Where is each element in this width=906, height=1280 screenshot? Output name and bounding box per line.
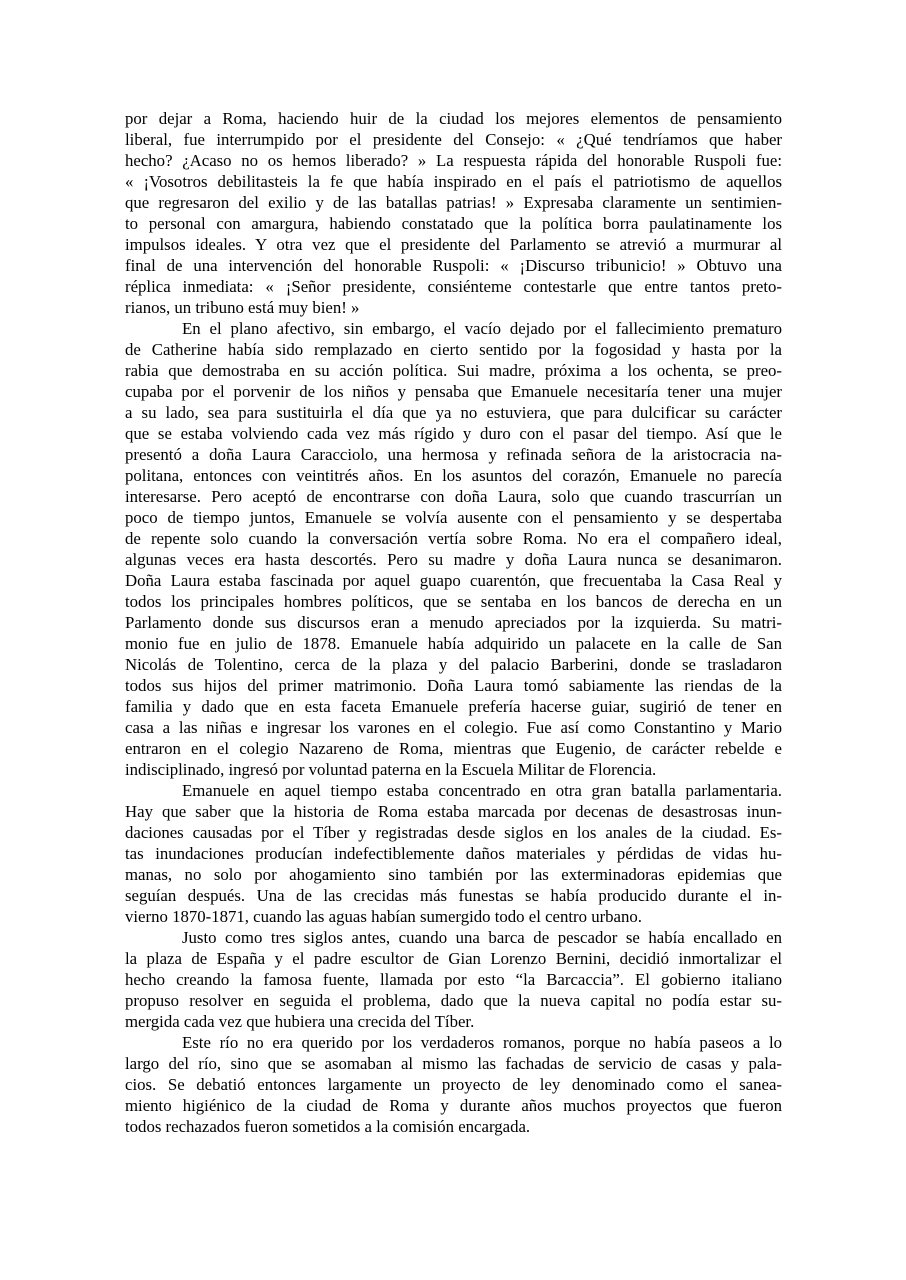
text-line: politana, entonces con veintitrés años. En los asuntos del corazón, Emanuele no parecía	[125, 466, 782, 485]
text-line: cupaba por el porvenir de los niños y pensaba que Emanuele necesitaría tener una mujer	[125, 382, 782, 401]
text-line: algunas veces era hasta descortés. Pero su madre y doña Laura nunca se desanimaron.	[125, 550, 782, 569]
text-line: presentó a doña Laura Caracciolo, una hermosa y refinada señora de la aristocracia na-	[125, 445, 782, 464]
text-line: todos los principales hombres políticos, que se sentaba en los bancos de derecha en un	[125, 592, 782, 611]
text-line: Hay que saber que la historia de Roma estaba marcada por decenas de desastrosas inun-	[125, 802, 782, 821]
text-line: to personal con amargura, habiendo constatado que la política borra paulatinamente los	[125, 214, 782, 233]
text-line: cios. Se debatió entonces largamente un proyecto de ley denominado como el sanea-	[125, 1075, 782, 1094]
text-line: vierno 1870-1871, cuando las aguas habían sumergido todo el centro urbano.	[125, 907, 642, 926]
text-line: poco de tiempo juntos, Emanuele se volvía ausente con el pensamiento y se despertaba	[125, 508, 782, 527]
text-line: Parlamento donde sus discursos eran a menudo apreciados por la izquierda. Su matri-	[125, 613, 782, 632]
text-block	[125, 108, 782, 1137]
text-line: En el plano afectivo, sin embargo, el vacío dejado por el fallecimiento prematuro	[182, 319, 782, 338]
text-line: todos sus hijos del primer matrimonio. Doña Laura tomó sabiamente las riendas de la	[125, 676, 782, 695]
text-line: seguían después. Una de las crecidas más funestas se había producido durante el in-	[125, 886, 782, 905]
text-line: impulsos ideales. Y otra vez que el presidente del Parlamento se atrevió a murmurar al	[125, 235, 782, 254]
text-line: liberal, fue interrumpido por el presidente del Consejo: « ¿Qué tendríamos que haber	[125, 130, 782, 149]
paragraph	[125, 108, 782, 318]
text-line: interesarse. Pero aceptó de encontrarse con doña Laura, solo que cuando trascurrían un	[125, 487, 782, 506]
text-line: manas, no solo por ahogamiento sino también por las exterminadoras epidemias que	[125, 865, 782, 884]
text-line: indisciplinado, ingresó por voluntad paterna en la Escuela Militar de Florencia.	[125, 760, 657, 779]
paragraph	[125, 1032, 782, 1137]
text-line: largo del río, sino que se asomaban al mismo las fachadas de servicio de casas y pala-	[125, 1054, 782, 1073]
text-line: Justo como tres siglos antes, cuando una barca de pescador se había encallado en	[182, 928, 782, 947]
text-line: casa a las niñas e ingresar los varones en el colegio. Fue así como Constantino y Mario	[125, 718, 782, 737]
text-line: entraron en el colegio Nazareno de Roma, mientras que Eugenio, de carácter rebelde e	[125, 739, 782, 758]
paragraph	[125, 780, 782, 927]
text-line: familia y dado que en esta faceta Emanuele prefería hacerse guiar, sugirió de tener en	[125, 697, 782, 716]
text-line: hecho creando la famosa fuente, llamada por esto “la Barcaccia”. El gobierno italiano	[125, 970, 782, 989]
text-line: rabia que demostraba en su acción política. Sui madre, próxima a los ochenta, se preo-	[125, 361, 782, 380]
text-line: monio fue en julio de 1878. Emanuele había adquirido un palacete en la calle de San	[125, 634, 782, 653]
text-line: hecho? ¿Acaso no os hemos liberado? » La respuesta rápida del honorable Ruspoli fue:	[125, 151, 782, 170]
text-line: propuso resolver en seguida el problema, dado que la nueva capital no podía estar su-	[125, 991, 782, 1010]
paragraph	[125, 318, 782, 780]
text-line: « ¡Vosotros debilitasteis la fe que había inspirado en el país el patriotismo de aquellos	[125, 172, 782, 191]
text-line: de Catherine había sido remplazado en cierto sentido por la fogosidad y hasta por la	[125, 340, 782, 359]
text-line: final de una intervención del honorable Ruspoli: « ¡Discurso tribunicio! » Obtuvo una	[125, 256, 782, 275]
text-line: a su lado, sea para sustituirla el día que ya no estuviera, que para dulcificar su carácter	[125, 403, 782, 422]
text-line: que se estaba volviendo cada vez más rígido y duro con el pasar del tiempo. Así que le	[125, 424, 782, 443]
text-line: tas inundaciones producían indefectiblemente daños materiales y pérdidas de vidas hu-	[125, 844, 782, 863]
text-line: miento higiénico de la ciudad de Roma y durante años muchos proyectos que fueron	[125, 1096, 782, 1115]
text-line: Este río no era querido por los verdaderos romanos, porque no había paseos a lo	[182, 1033, 782, 1052]
text-line: de repente solo cuando la conversación vertía sobre Roma. No era el compañero ideal,	[125, 529, 782, 548]
text-line: por dejar a Roma, haciendo huir de la ciudad los mejores elementos de pensamiento	[125, 109, 782, 128]
text-line: mergida cada vez que hubiera una crecida del Tíber.	[125, 1012, 475, 1031]
text-line: que regresaron del exilio y de las batallas patrias! » Expresaba claramente un sentimien-	[125, 193, 782, 212]
text-line: Emanuele en aquel tiempo estaba concentrado en otra gran batalla parlamentaria.	[182, 781, 782, 800]
text-line: la plaza de España y el padre escultor de Gian Lorenzo Bernini, decidió inmortalizar el	[125, 949, 782, 968]
text-line: Nicolás de Tolentino, cerca de la plaza y del palacio Barberini, donde se trasladaron	[125, 655, 782, 674]
text-line: réplica inmediata: « ¡Señor presidente, consiénteme contestarle que entre tantos preto-	[125, 277, 782, 296]
text-line: daciones causadas por el Tíber y registradas desde siglos en los anales de la ciudad. Es-	[125, 823, 782, 842]
paragraph	[125, 927, 782, 1032]
text-line: Doña Laura estaba fascinada por aquel guapo cuarentón, que frecuentaba la Casa Real y	[125, 571, 782, 590]
text-line: todos rechazados fueron sometidos a la comisión encargada.	[125, 1117, 531, 1136]
text-line: rianos, un tribuno está muy bien! »	[125, 298, 360, 317]
